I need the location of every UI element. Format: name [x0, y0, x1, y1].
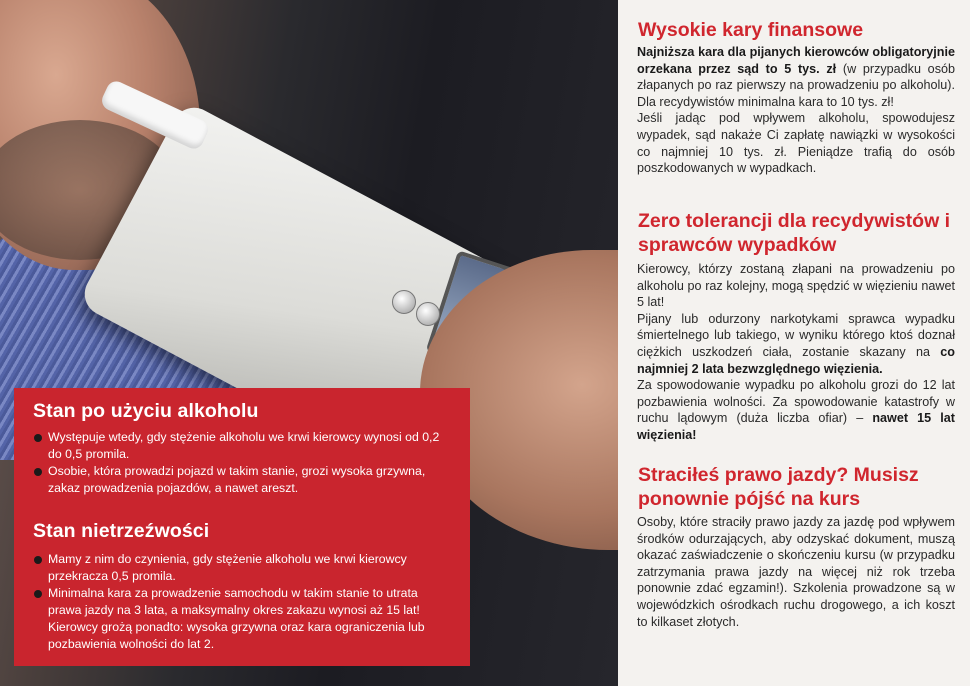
paragraph: Kierowcy, którzy zostaną złapani na prowadzeniu po alkoholu po raz kolejny, mogą spędzić w więzieniu nawet 5 lat! — [637, 262, 955, 310]
alcohol-states-box — [14, 388, 470, 666]
list-item: Minimalna kara za prowadzenie samochodu w takim stanie to utrata prawa jazdy na 3 lata, a maksymalny okres zakazu wynosi aż 15 lat! Kierowcy grożą ponadto: wysoka grzywna oraz kara ograniczenia lub pozbawienia wolności do lat 2. — [34, 585, 452, 653]
section-title-after-alcohol: Stan po użyciu alkoholu — [33, 400, 259, 422]
text-panel — [618, 0, 970, 686]
heading-license-course: Straciłeś prawo jazdy? Musisz ponownie pójść na kurs — [638, 464, 919, 510]
heading-zero-tolerance: Zero tolerancji dla recydywistów i sprawców wypadków — [638, 210, 951, 256]
text: Pijany lub odurzony narkotykami sprawca wypadku śmiertelnego lub takiego, w wyniku którego ktoś doznał ciężkich uszkodzeń ciała, zostanie skazany na — [637, 311, 955, 359]
bold-text: Najniższa kara dla pijanych kierowców obligatoryjnie orzekana przez sąd to 5 tys. zł — [637, 45, 955, 76]
after-alcohol-list — [34, 429, 452, 497]
list-item: Osobie, która prowadzi pojazd w takim stanie, grozi wysoka grzywna, zakaz prowadzenia pojazdów, a nawet areszt. — [34, 463, 452, 497]
device-button-icon — [416, 302, 440, 326]
list-item: Mamy z nim do czynienia, gdy stężenie alkoholu we krwi kierowcy przekracza 0,5 promila. — [34, 551, 452, 585]
paragraph: Jeśli jadąc pod wpływem alkoholu, spowodujesz wypadek, sąd nakaże Ci zapłatę nawiązki w wysokości co najmniej 10 tys. zł. Pieniądze trafią do osób poszkodowanych w wypadkach. — [637, 111, 955, 176]
paragraph — [637, 377, 955, 443]
bold-text: nawet 15 lat więzienia! — [637, 411, 955, 442]
financial-penalties-text — [637, 44, 955, 177]
zero-tolerance-text — [637, 261, 955, 444]
heading-financial-penalties: Wysokie kary finansowe — [638, 19, 864, 41]
paragraph — [637, 44, 955, 110]
list-item: Występuje wtedy, gdy stężenie alkoholu we krwi kierowcy wynosi od 0,2 do 0,5 promila. — [34, 429, 452, 463]
paragraph: Osoby, które straciły prawo jazdy za jazdę pod wpływem środków odurzających, aby odzyskać dokument, muszą okazać zaświadczenie o skończeniu kursu (w przypadku zatrzymania prawa jazdy na więcej niż rok trzeba ponownie zdać egzamin!). Szkolenia prowadzone są w wojewódzkich ośrodkach ruchu drogowego, a ich koszt to kilkaset złotych. — [637, 515, 955, 629]
bold-text: co najmniej 2 lata bezwzględnego więzienia. — [637, 344, 955, 376]
section-title-intoxication: Stan nietrzeźwości — [33, 520, 210, 542]
paragraph — [637, 311, 955, 377]
text: (w przypadku osób złapanych po raz pierwszy na prowadzeniu po alkoholu). Dla recydywistów minimalna kara to 10 tys. zł! — [637, 61, 955, 109]
intoxication-list — [34, 551, 452, 653]
license-course-text — [637, 514, 955, 630]
device-button-icon — [392, 290, 416, 314]
text: Za spowodowanie wypadku po alkoholu grozi do 12 lat pozbawienia wolności. Za spowodowanie katastrofy w ruchu lądowym (duża liczba ofiar) – — [637, 378, 955, 426]
